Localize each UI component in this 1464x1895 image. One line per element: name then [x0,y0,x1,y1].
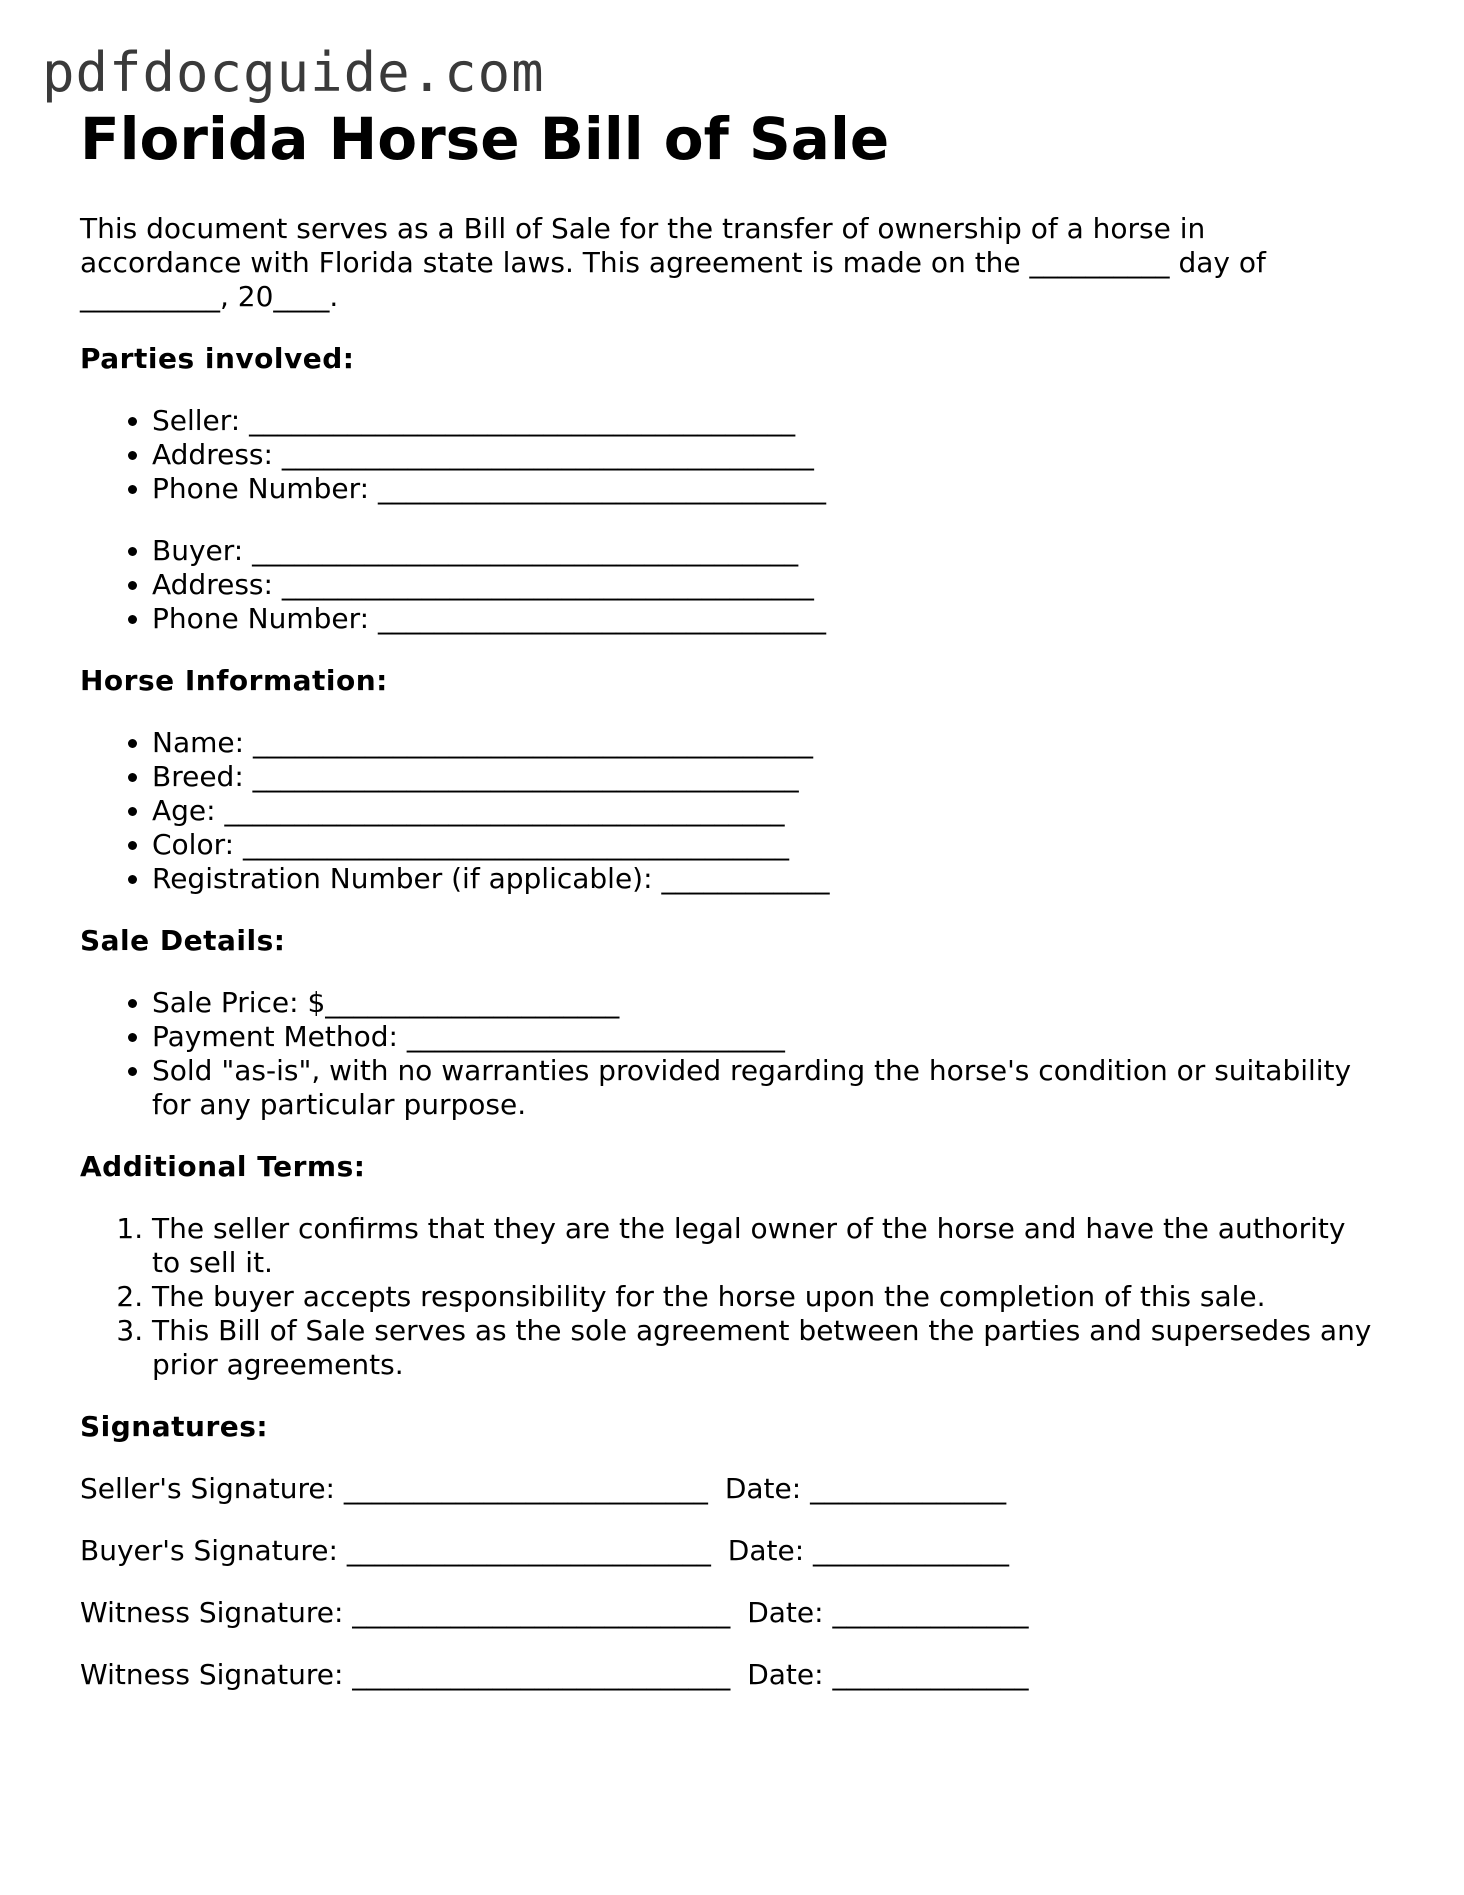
seller-name-field[interactable]: • Seller: _______________________________________ [152,404,1380,438]
term-item: 3. This Bill of Sale serves as the sole agreement between the parties and supersedes any prior agreements. [152,1314,1380,1382]
sale-details-list [80,986,1380,1122]
sale-price-field[interactable]: • Sale Price: $_____________________ [152,986,1380,1020]
witness-signature-row-2 [80,1658,1380,1692]
horse-breed-field[interactable]: • Breed: _______________________________________ [152,760,1380,794]
witness-date-field-2[interactable]: Date: ______________ [747,1658,1029,1691]
buyer-date-field[interactable]: Date: ______________ [727,1534,1010,1567]
buyer-name-field[interactable]: • Buyer: _______________________________________ [152,534,1380,568]
watermark-text: pdfdocguide.com [42,41,545,104]
buyer-address-field[interactable]: • Address: ______________________________________ [152,568,1380,602]
horse-info-heading: Horse Information: [80,664,388,697]
signatures-heading: Signatures: [80,1410,269,1443]
horse-registration-field[interactable]: • Registration Number (if applicable): ____________ [152,862,1380,896]
horse-name-field[interactable]: • Name: ________________________________________ [152,726,1380,760]
as-is-clause: • Sold "as-is", with no warranties provided regarding the horse's condition or suitability for any particular purpose. [152,1054,1380,1122]
seller-phone-field[interactable]: • Phone Number: ________________________________ [152,472,1380,506]
term-item: 2. The buyer accepts responsibility for the horse upon the completion of this sale. [152,1280,1380,1314]
document-page [80,100,1380,1692]
seller-signature-field[interactable]: Seller's Signature: __________________________ [80,1472,708,1505]
seller-list [80,404,1380,506]
payment-method-field[interactable]: • Payment Method: ___________________________ [152,1020,1380,1054]
buyer-list [80,534,1380,636]
horse-info-list [80,726,1380,896]
additional-terms-list [80,1212,1380,1382]
seller-date-field[interactable]: Date: ______________ [724,1472,1007,1505]
seller-signature-row [80,1472,1380,1506]
witness-signature-row-1 [80,1596,1380,1630]
witness-signature-field-1[interactable]: Witness Signature: ___________________________ [80,1596,731,1629]
buyer-signature-field[interactable]: Buyer's Signature: __________________________ [80,1534,711,1567]
term-item: 1. The seller confirms that they are the legal owner of the horse and have the authority to sell it. [152,1212,1380,1280]
additional-terms-heading: Additional Terms: [80,1150,366,1183]
horse-age-field[interactable]: • Age: ________________________________________ [152,794,1380,828]
seller-address-field[interactable]: • Address: ______________________________________ [152,438,1380,472]
witness-date-field-1[interactable]: Date: ______________ [747,1596,1029,1629]
sale-details-heading: Sale Details: [80,924,286,957]
buyer-signature-row [80,1534,1380,1568]
horse-color-field[interactable]: • Color: _______________________________________ [152,828,1380,862]
parties-heading: Parties involved: [80,342,355,375]
witness-signature-field-2[interactable]: Witness Signature: ___________________________ [80,1658,731,1691]
intro-paragraph: This document serves as a Bill of Sale for the transfer of ownership of a horse in accordance with Florida state laws. This agreement is made on the __________ day of __________, 20____. [80,212,1266,313]
buyer-phone-field[interactable]: • Phone Number: ________________________________ [152,602,1380,636]
document-title: Florida Horse Bill of Sale [80,105,890,173]
